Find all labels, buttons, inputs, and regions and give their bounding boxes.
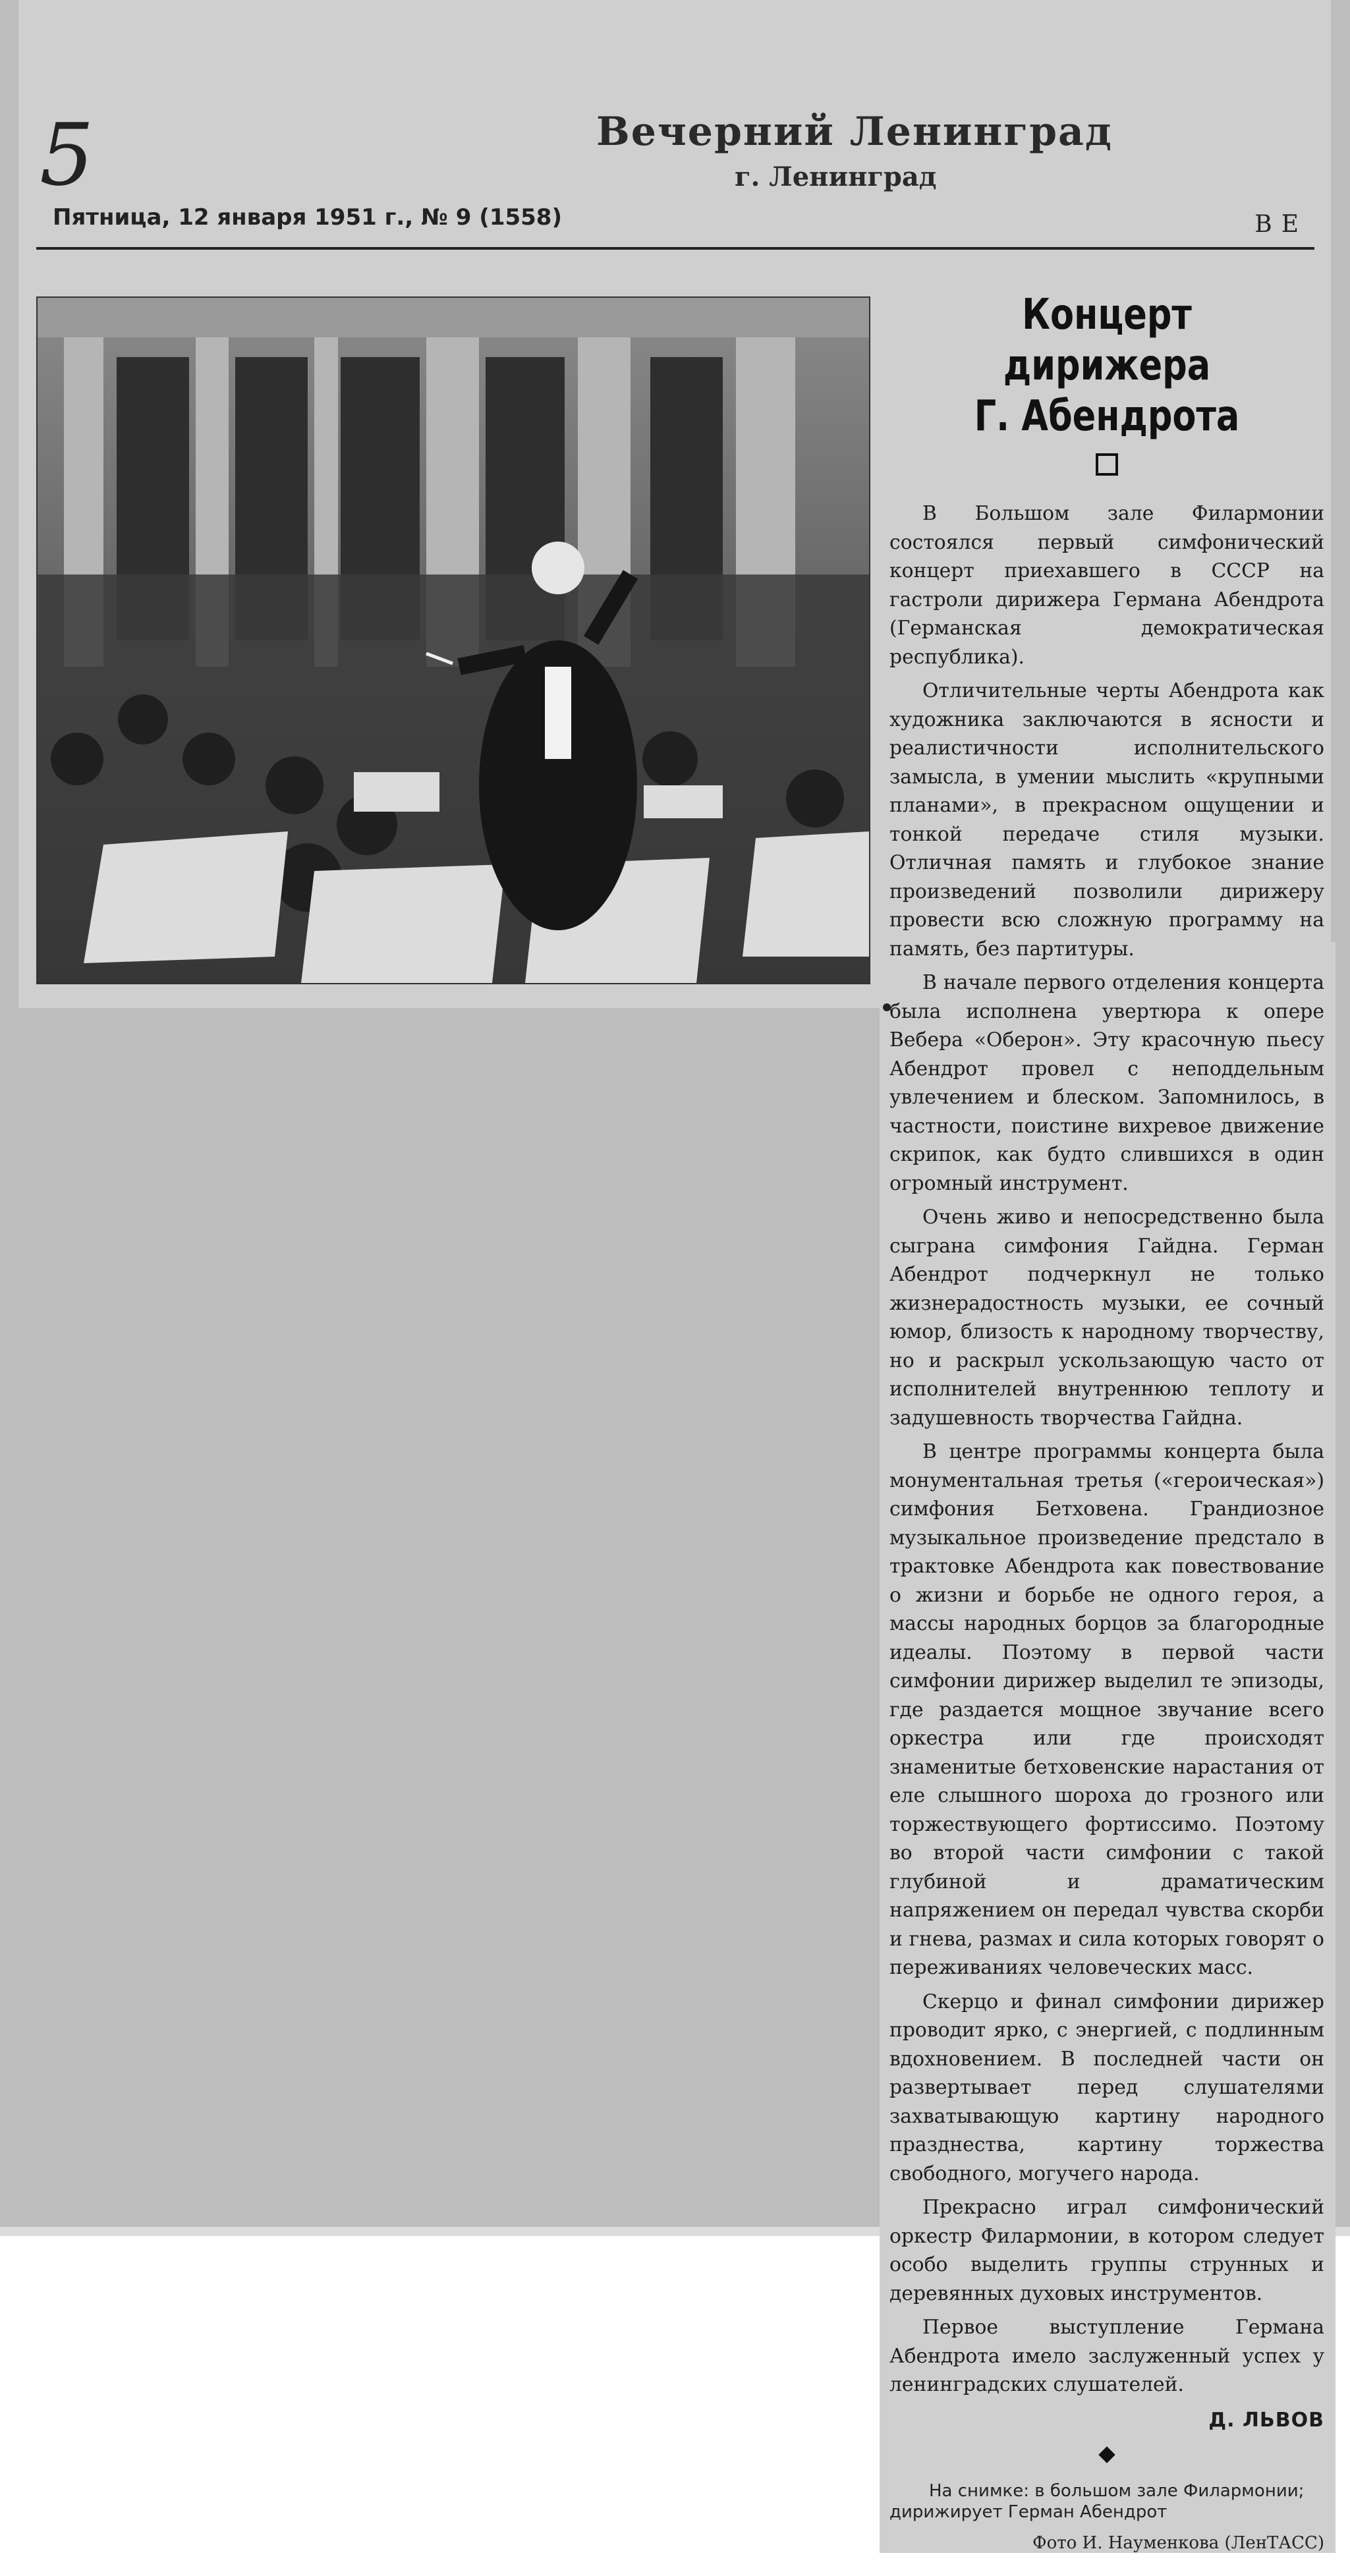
article-paragraph: В начале первого отделения концерта была исполнена увертюра к опере Вебера «Оберон». Эту красочную пьесу Абендрот провел с неподдельным увлечением и блеском. Запомнилось, в частности, поистине вихревое движение скрипок, как будто слившихся в один огромный инструмент. <box>889 971 1324 1195</box>
article-paragraph: В центре программы концерта была монументальная третья («героическая») симфония Бетховена. Грандиозное музыкальное произведение предстало в трактовке Абендрота как повествование о жизни и борьбе не одного героя, а массы народных борцов за благородные идеалы. Поэтому в первой части симфонии дирижер выделил те эпизоды, где раздается мощное звучание всего оркестра или где происходят знаменитые бетховенские нарастания от еле слышного шороха до грозного или торжествующего фортиссимо. Поэтому во второй части симфонии с такой глубиной и драматическим напряжением он передал чувства скорби и гнева, размах и сила которых говорят о переживаниях человеческих масс. <box>889 1440 1324 1980</box>
article-paragraph: Первое выступление Германа Абендрота имело заслуженный успех у ленинградских слушателей. <box>889 2316 1324 2397</box>
photo-credit: Фото И. Науменкова (ЛенТАСС) <box>1032 2533 1324 2553</box>
article-paragraph: Очень живо и непосредственно была сыграна симфония Гайдна. Герман Абендрот подчеркнул не только жизнерадостность музыки, ее сочный юмор, близость к народному творчеству, но и раскрыл ускользающую часто от исполнителей внутреннюю теплоту и задушевность творчества Гайдна. <box>889 1206 1324 1430</box>
article-headline-line2: Г. Абендрота <box>974 391 1240 441</box>
newspaper-header <box>36 99 1314 250</box>
article-paragraph: Скерцо и финал симфонии дирижер проводит ярко, с энергией, с подлинным вдохновением. В последней части он развертывает перед слушателями захватывающую картину народного празднества, картину торжества свободного, могучего народа. <box>889 1990 1324 2185</box>
author-signature: Д. ЛЬВОВ <box>1208 2408 1324 2432</box>
photo-caption: На снимке: в большом зале Филармонии; дирижирует Герман Абендрот <box>889 2480 1305 2522</box>
concert-photo-drawing <box>38 298 869 983</box>
article-headline-line1: Концерт дирижера <box>1003 291 1211 390</box>
diamond-ornament <box>1098 2446 1115 2463</box>
concert-photo <box>36 296 870 984</box>
article-paragraph: В Большом зале Филармонии состоялся первый симфонический концерт приехавшего в СССР на гастроли дирижера Германа Абендрота (Германская демократическая республика). <box>889 502 1324 669</box>
handwritten-page-number: 5 <box>40 105 94 205</box>
newspaper-city: г. Ленинград <box>735 161 937 192</box>
newspaper-masthead: Вечерний Ленинград <box>596 109 1113 155</box>
issue-date-line: Пятница, 12 января 1951 г., № 9 (1558) <box>53 204 562 231</box>
article-paragraph: Прекрасно играл симфонический оркестр Филармонии, в котором следует особо выделить группы струнных и деревянных духовых инструментов. <box>889 2196 1324 2305</box>
article-paragraph: Отличительные черты Абендрота как художника заключаются в ясности и реалистичности исполнительского замысла, в умении мыслить «крупными планами», в прекрасном ощущении и тонкой передаче стиля музыки. Отличная память и глубокое знание произведений позволили дирижеру провести всю сложную программу на память, без партитуры. <box>889 679 1324 961</box>
header-rule <box>36 247 1314 250</box>
corner-letters: ВЕ <box>1254 211 1308 238</box>
square-ornament <box>1096 453 1118 476</box>
article <box>889 290 1324 2553</box>
